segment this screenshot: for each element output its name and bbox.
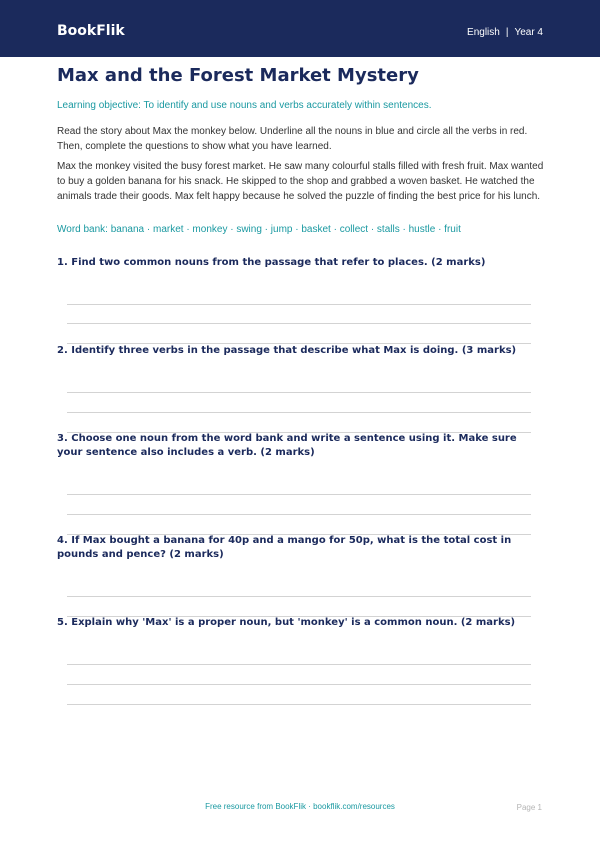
question-4: 4. If Max bought a banana for 40p and a mango for 50p, what is the total cost in pounds and pence? (2 marks): [57, 535, 512, 560]
answer-line[interactable]: [67, 514, 531, 515]
brand-logo[interactable]: BookFlik: [57, 23, 125, 39]
question-1: 1. Find two common nouns from the passage that refer to places. (2 marks): [57, 257, 486, 268]
page-title: Max and the Forest Market Mystery: [57, 65, 419, 86]
answer-line[interactable]: [67, 412, 531, 413]
subject-meta: [467, 27, 543, 38]
answer-line[interactable]: [67, 596, 531, 597]
question-2: 2. Identify three verbs in the passage that describe what Max is doing. (3 marks): [57, 345, 517, 356]
answer-line[interactable]: [67, 704, 531, 705]
story-paragraph: Max the monkey visited the busy forest market. He saw many colourful stalls filled with fresh fruit. Max wanted to buy a golden banana for his snack. He skipped to the shop and grabbed a woven basket. He watched the animals trade their goods. Max felt happy because he solved the puzzle of finding the best price for his lunch.: [57, 161, 544, 202]
question-3: 3. Choose one noun from the word bank and write a sentence using it. Make sure your sentence also includes a verb. (2 marks): [57, 433, 517, 458]
learning-objective: Learning objective: To identify and use nouns and verbs accurately within sentences.: [57, 100, 432, 111]
answer-line[interactable]: [67, 684, 531, 685]
answer-line[interactable]: [67, 304, 531, 305]
instructions-paragraph: Read the story about Max the monkey below. Underline all the nouns in blue and circle all the verbs in red. Then, complete the questions to show what you have learned.: [57, 126, 528, 152]
footer-credit[interactable]: Free resource from BookFlik · bookflik.com/resources: [205, 802, 395, 811]
answer-line[interactable]: [67, 392, 531, 393]
header-bar: [0, 0, 600, 57]
answer-line[interactable]: [67, 323, 531, 324]
meta-separator: |: [505, 27, 509, 38]
page-number: Page 1: [516, 803, 542, 812]
year-label: Year 4: [514, 27, 543, 38]
subject-label: English: [467, 27, 500, 38]
question-5: 5. Explain why 'Max' is a proper noun, but 'monkey' is a common noun. (2 marks): [57, 617, 516, 628]
answer-line[interactable]: [67, 664, 531, 665]
answer-line[interactable]: [67, 494, 531, 495]
word-bank: Word bank: banana · market · monkey · swing · jump · basket · collect · stalls · hustle · fruit: [57, 224, 461, 235]
